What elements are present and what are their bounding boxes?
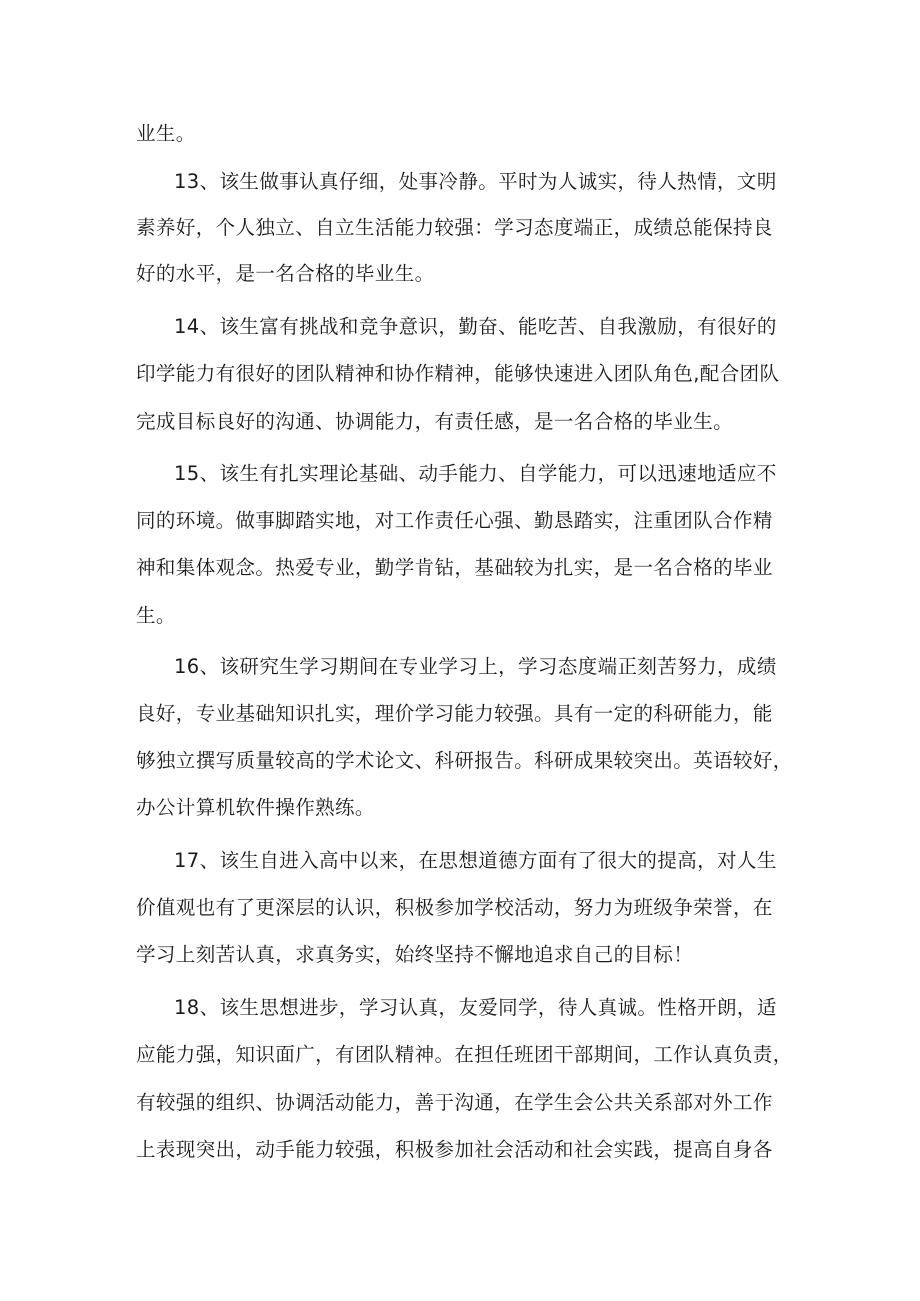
paragraph-17-line-1: 17、该生自进入高中以来，在思想道德方面有了很大的提高，对人生 — [174, 849, 777, 872]
paragraph-14-line-2: 印学能力有很好的团队精神和协作精神，能够快速进入团队角色,配合团队 — [136, 362, 780, 385]
paragraph-16-line-2: 良好，专业基础知识扎实，理价学习能力较强。具有一定的科研能力，能 — [136, 702, 773, 725]
paragraph-15-line-3: 神和集体观念。热爱专业，勤学肯钻，基础较为扎实，是一名合格的毕业 — [136, 556, 773, 579]
paragraph-17-line-2: 价值观也有了更深层的认识，积极参加学校活动，努力为班级争荣誉，在 — [136, 896, 773, 919]
paragraph-16-line-1: 16、该研究生学习期间在专业学习上，学习态度端正刻苦努力，成绩 — [174, 655, 777, 678]
paragraph-15-line-4: 生。 — [136, 604, 176, 627]
paragraph-18-line-3: 有较强的组织、协调活动能力，善于沟通，在学生会公共关系部对外工作 — [136, 1091, 773, 1114]
paragraph-12-line-1: 业生。 — [136, 122, 196, 145]
paragraph-15-line-2: 同的环境。做事脚踏实地，对工作责任心强、勤恳踏实，注重团队合作精 — [136, 509, 773, 532]
paragraph-17-line-3: 学习上刻苦认真，求真务实，始终坚持不懈地追求自己的目标！ — [136, 943, 694, 966]
paragraph-15-line-1: 15、该生有扎实理论基础、动手能力、自学能力，可以迅速地适应不 — [174, 462, 777, 485]
paragraph-18-line-4: 上表现突出，动手能力较强，积极参加社会活动和社会实践，提高自身各 — [136, 1138, 773, 1161]
paragraph-13-line-1: 13、该生做事认真仔细，处事冷静。平时为人诚实，待人热情，文明 — [174, 170, 777, 193]
paragraph-13-line-2: 素养好，个人独立、自立生活能力较强：学习态度端正，成绩总能保持良 — [136, 216, 773, 239]
paragraph-18-line-2: 应能力强，知识面广，有团队精神。在担任班团干部期间，工作认真负责， — [136, 1043, 793, 1066]
paragraph-13-line-3: 好的水平，是一名合格的毕业生。 — [136, 262, 435, 285]
paragraph-16-line-3: 够独立撰写质量较高的学术论文、科研报告。科研成果较突出。英语较好， — [136, 749, 793, 772]
paragraph-18-line-1: 18、该生思想进步，学习认真，友爱同学，待人真诚。性格开朗，适 — [174, 996, 777, 1019]
paragraph-16-line-4: 办公计算机软件操作熟练。 — [136, 796, 375, 819]
paragraph-14-line-3: 完成目标良好的沟通、协调能力，有责任感，是一名合格的毕业生。 — [136, 410, 734, 433]
paragraph-14-line-1: 14、该生富有挑战和竞争意识，勤奋、能吃苦、自我激励，有很好的 — [174, 315, 777, 338]
